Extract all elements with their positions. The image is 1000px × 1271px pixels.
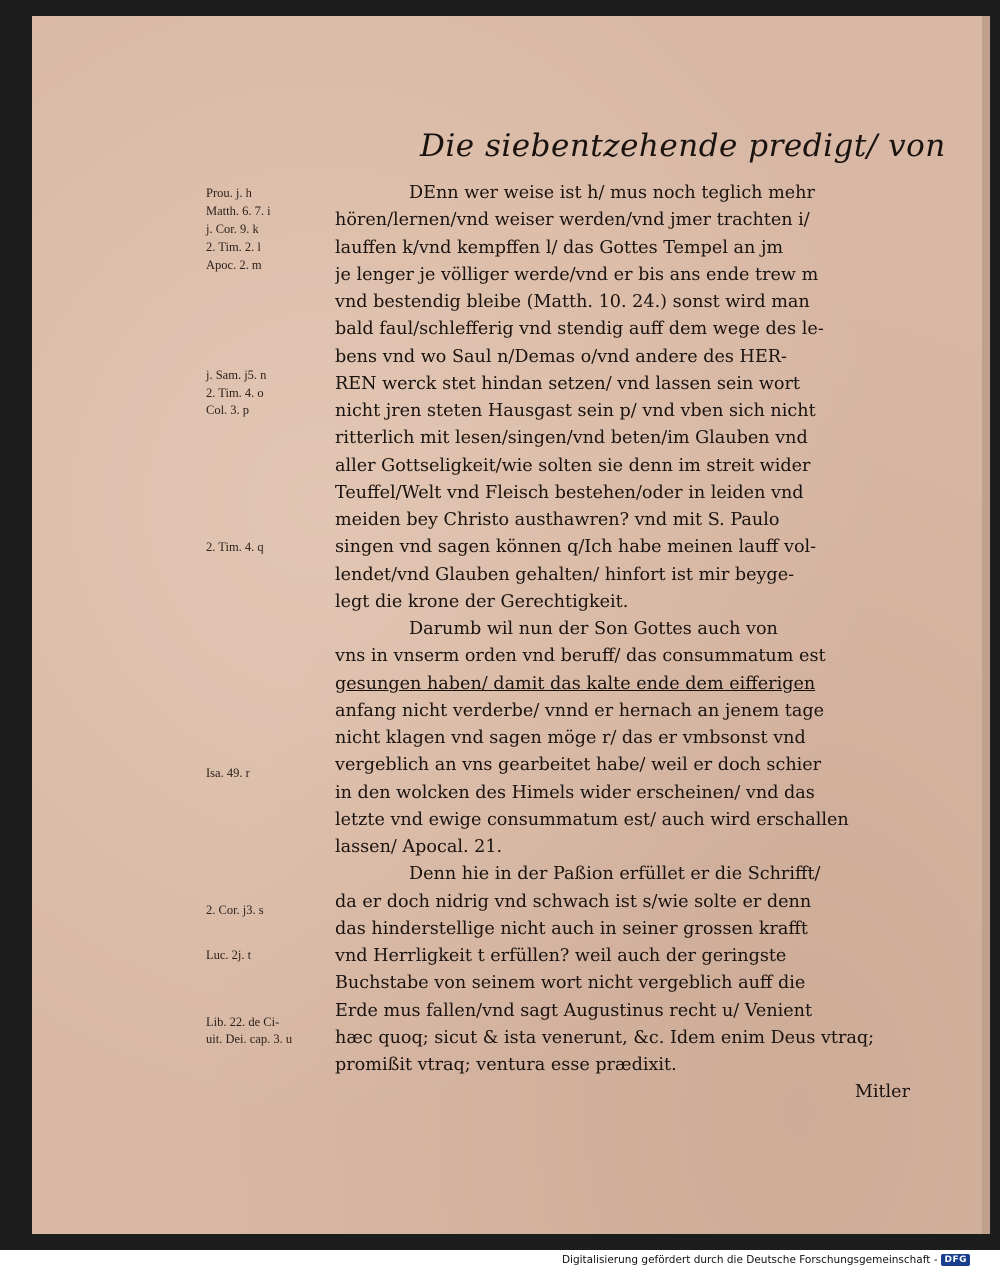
margin-note: j. Sam. j5. n	[206, 368, 267, 382]
text-line: bald faul/schlefferig vnd stendig auff dem wege des le-	[335, 319, 824, 340]
text-line: hören/lernen/vnd weiser werden/vnd jmer trachten i/	[335, 210, 810, 231]
page-edge	[982, 16, 990, 1234]
text-line: Denn hie in der Paßion erfüllet er die Schrifft/	[409, 864, 821, 885]
text-line: nicht jren steten Hausgast sein p/ vnd vben sich nicht	[335, 401, 816, 421]
margin-note: Isa. 49. r	[206, 766, 250, 780]
text-line: ritterlich mit lesen/singen/vnd beten/im Glauben vnd	[335, 428, 808, 449]
footer-text: Digitalisierung gefördert durch die Deutsche Forschungsgemeinschaft -	[561, 1254, 938, 1266]
text-line: nicht klagen vnd sagen möge r/ das er vmbsonst vnd	[335, 728, 806, 748]
text-line: legt die krone der Gerechtigkeit.	[335, 591, 629, 612]
dfg-logo[interactable]: DFG	[941, 1254, 970, 1266]
footer-credit	[562, 1254, 970, 1266]
text-line: lassen/ Apocal. 21.	[335, 837, 503, 857]
margin-note: 2. Cor. j3. s	[206, 903, 264, 917]
text-line: das hinderstellige nicht auch in seiner grossen krafft	[335, 918, 808, 939]
text-line: je lenger je völliger werde/vnd er bis ans ende trew m	[335, 264, 819, 285]
margin-note: Prou. j. h	[206, 186, 252, 200]
text-line: Darumb wil nun der Son Gottes auch von	[409, 619, 778, 639]
text-line: Buchstabe von seinem wort nicht vergeblich auff die	[335, 973, 806, 994]
margin-note: Luc. 2j. t	[206, 948, 252, 962]
margin-note: Lib. 22. de Ci-	[206, 1015, 280, 1029]
text-line: in den wolcken des Himels wider erscheinen/ vnd das	[335, 782, 815, 803]
text-line: Mitler	[854, 1082, 910, 1103]
margin-note: 2. Tim. 4. q	[206, 540, 264, 554]
text-line: vergeblich an vns gearbeitet habe/ weil er doch schier	[335, 755, 822, 776]
text-line: aller Gottseligkeit/wie solten sie denn im streit wider	[335, 455, 811, 476]
text-line: gesungen haben/ damit das kalte ende dem eifferigen	[335, 673, 816, 694]
text-line: meiden bey Christo austhawren? vnd mit S. Paulo	[335, 510, 780, 530]
text-line: letzte vnd ewige consummatum est/ auch wird erschallen	[335, 809, 849, 830]
text-line: lauffen k/vnd kempffen l/ das Gottes Tempel an jm	[335, 237, 784, 258]
margin-note: uit. Dei. cap. 3. u	[206, 1032, 293, 1046]
text-line: vns in vnserm orden vnd beruff/ das consummatum est	[335, 646, 826, 667]
margin-note: Matth. 6. 7. i	[206, 204, 271, 218]
text-line: lendet/vnd Glauben gehalten/ hinfort ist mir beyge-	[335, 564, 795, 585]
text-line: bens vnd wo Saul n/Demas o/vnd andere des HER-	[335, 346, 787, 367]
text-line: anfang nicht verderbe/ vnnd er hernach an jenem tage	[335, 700, 825, 721]
body-text	[335, 180, 910, 1107]
text-line: da er doch nidrig vnd schwach ist s/wie solte er denn	[335, 891, 812, 912]
margin-note: Apoc. 2. m	[206, 258, 262, 272]
text-line: singen vnd sagen können q/Ich habe meinen lauff vol-	[335, 537, 817, 558]
text-line: Teuffel/Welt vnd Fleisch bestehen/oder in leiden vnd	[335, 482, 804, 503]
text-line: vnd bestendig bleibe (Matth. 10. 24.) sonst wird man	[335, 292, 810, 312]
text-line: hæc quoq; sicut & ista venerunt, &c. Idem enim Deus vtraq;	[335, 1027, 875, 1048]
margin-note: Col. 3. p	[206, 403, 250, 417]
page-heading: Die siebentzehende predigt/ von	[420, 128, 946, 164]
text-line: promißit vtraq; ventura esse prædixit.	[335, 1055, 677, 1075]
text-line: REN werck stet hindan setzen/ vnd lassen sein wort	[335, 373, 801, 394]
text-line: DEnn wer weise ist h/ mus noch teglich mehr	[409, 183, 815, 203]
margin-note: 2. Tim. 4. o	[206, 386, 264, 400]
margin-note: j. Cor. 9. k	[206, 222, 259, 236]
text-line: Erde mus fallen/vnd sagt Augustinus recht u/ Venient	[335, 1000, 813, 1021]
margin-note: 2. Tim. 2. l	[206, 240, 261, 254]
text-line: vnd Herrligkeit t erfüllen? weil auch der geringste	[335, 946, 787, 966]
